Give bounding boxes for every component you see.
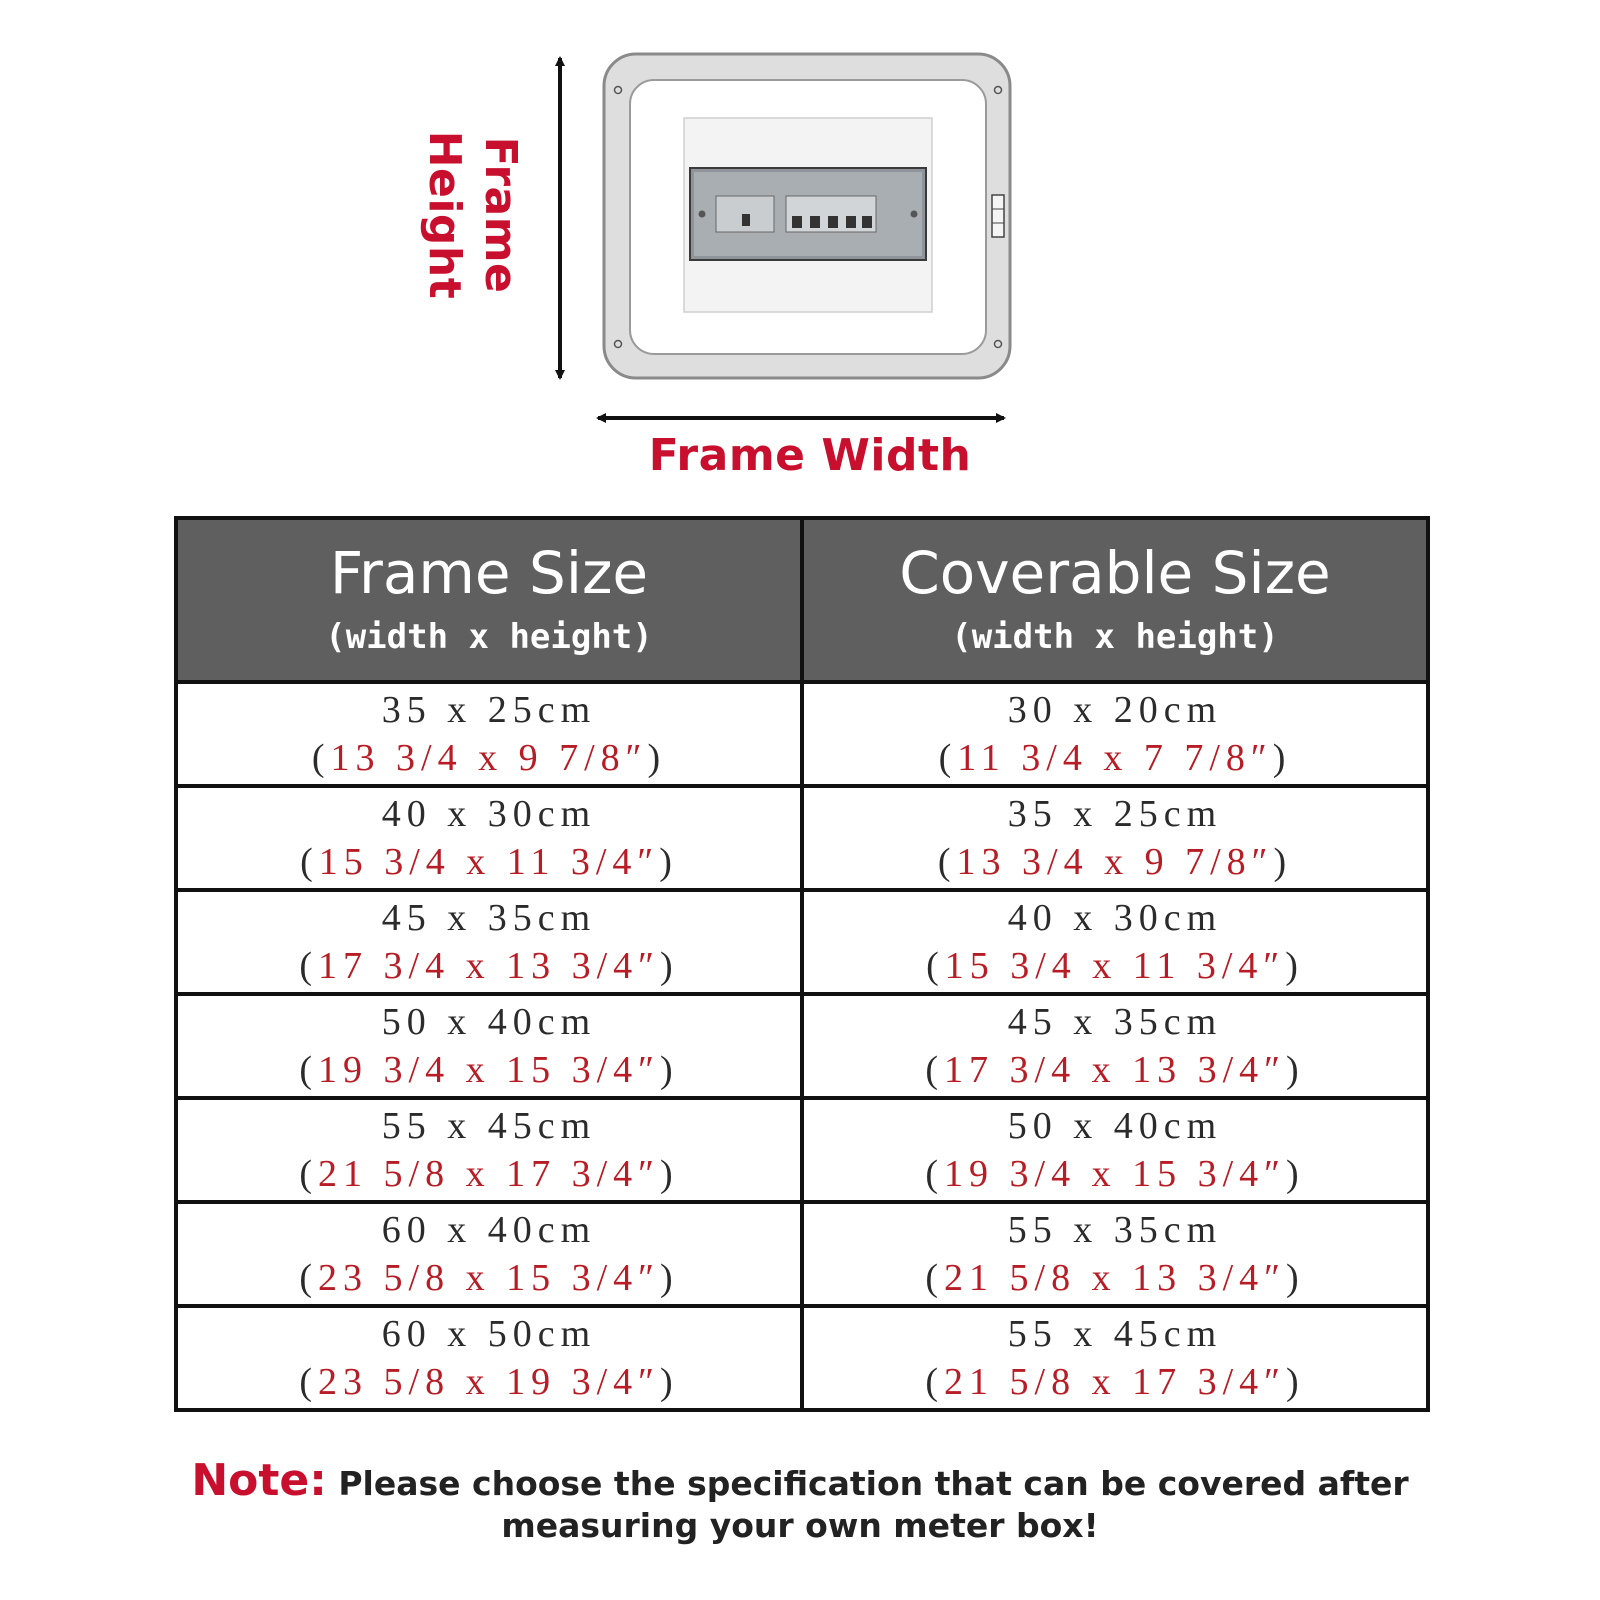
frame-size-subtitle: (width x height): [325, 617, 653, 657]
table-row: [176, 682, 1428, 786]
coverable-size-inch: (17 3/4 x 13 3/4″): [925, 1049, 1305, 1091]
frame-size-inch: (23 5/8 x 15 3/4″): [299, 1257, 679, 1299]
frame-size-cm: 40 x 30cm: [381, 793, 597, 835]
coverable-size-cm: 40 x 30cm: [1007, 897, 1223, 939]
frame-size-cm: 35 x 25cm: [381, 689, 597, 731]
frame-size-inch: (23 5/8 x 19 3/4″): [299, 1361, 679, 1403]
frame-size-cell: [176, 1202, 802, 1306]
coverable-size-cm: 35 x 25cm: [1007, 793, 1223, 835]
coverable-size-cm: 45 x 35cm: [1007, 1001, 1223, 1043]
frame-size-cm: 60 x 50cm: [381, 1313, 597, 1355]
coverable-size-cell: [802, 786, 1428, 890]
table-row: [176, 890, 1428, 994]
table-row: [176, 994, 1428, 1098]
frame-size-cell: [176, 890, 802, 994]
frame-size-cell: [176, 1098, 802, 1202]
coverable-size-cell: [802, 1202, 1428, 1306]
coverable-size-header: [802, 518, 1428, 682]
frame-size-inch: (15 3/4 x 11 3/4″): [300, 841, 678, 883]
frame-size-cm: 45 x 35cm: [381, 897, 597, 939]
frame-size-title: Frame Size: [329, 539, 649, 607]
coverable-size-inch: (19 3/4 x 15 3/4″): [925, 1153, 1305, 1195]
frame-size-inch: (19 3/4 x 15 3/4″): [299, 1049, 679, 1091]
coverable-size-subtitle: (width x height): [951, 617, 1279, 657]
frame-size-inch: (17 3/4 x 13 3/4″): [299, 945, 679, 987]
frame-size-cell: [176, 994, 802, 1098]
table-row: [176, 786, 1428, 890]
distribution-box: [684, 118, 932, 312]
frame-size-inch: (13 3/4 x 9 7/8″): [311, 737, 667, 779]
coverable-size-inch: (11 3/4 x 7 7/8″): [938, 737, 1292, 779]
coverable-size-cm: 55 x 45cm: [1007, 1313, 1223, 1355]
frame-size-cell: [176, 682, 802, 786]
coverable-size-cm: 30 x 20cm: [1007, 689, 1223, 731]
frame-size-cell: [176, 786, 802, 890]
coverable-size-inch: (15 3/4 x 11 3/4″): [926, 945, 1304, 987]
note: [150, 1455, 1450, 1547]
coverable-size-inch: (21 5/8 x 13 3/4″): [925, 1257, 1305, 1299]
coverable-size-cell: [802, 1306, 1428, 1410]
frame-diagram: [0, 0, 1600, 500]
coverable-size-cell: [802, 682, 1428, 786]
note-text: Please choose the specification that can be covered after measuring your own meter box!: [338, 1464, 1409, 1545]
frame-size-inch: (21 5/8 x 17 3/4″): [299, 1153, 679, 1195]
coverable-size-cell: [802, 1098, 1428, 1202]
note-label: Note:: [191, 1455, 327, 1506]
frame-size-cm: 50 x 40cm: [381, 1001, 597, 1043]
frame-width-label: Frame Width: [648, 430, 972, 481]
frame-size-cm: 55 x 45cm: [381, 1105, 597, 1147]
frame-size-cm: 60 x 40cm: [381, 1209, 597, 1251]
table-row: [176, 1202, 1428, 1306]
coverable-size-cell: [802, 890, 1428, 994]
frame-illustration: [0, 0, 1600, 500]
table-row: [176, 1306, 1428, 1410]
frame-height-label: Frame Height: [419, 130, 526, 300]
table-row: [176, 1098, 1428, 1202]
frame-size-cell: [176, 1306, 802, 1410]
coverable-size-inch: (21 5/8 x 17 3/4″): [925, 1361, 1305, 1403]
coverable-size-title: Coverable Size: [899, 539, 1331, 607]
size-table: [174, 516, 1430, 1412]
coverable-size-cm: 50 x 40cm: [1007, 1105, 1223, 1147]
coverable-size-cm: 55 x 35cm: [1007, 1209, 1223, 1251]
frame-size-header: [176, 518, 802, 682]
table-header-row: [176, 518, 1428, 682]
coverable-size-inch: (13 3/4 x 9 7/8″): [937, 841, 1293, 883]
coverable-size-cell: [802, 994, 1428, 1098]
